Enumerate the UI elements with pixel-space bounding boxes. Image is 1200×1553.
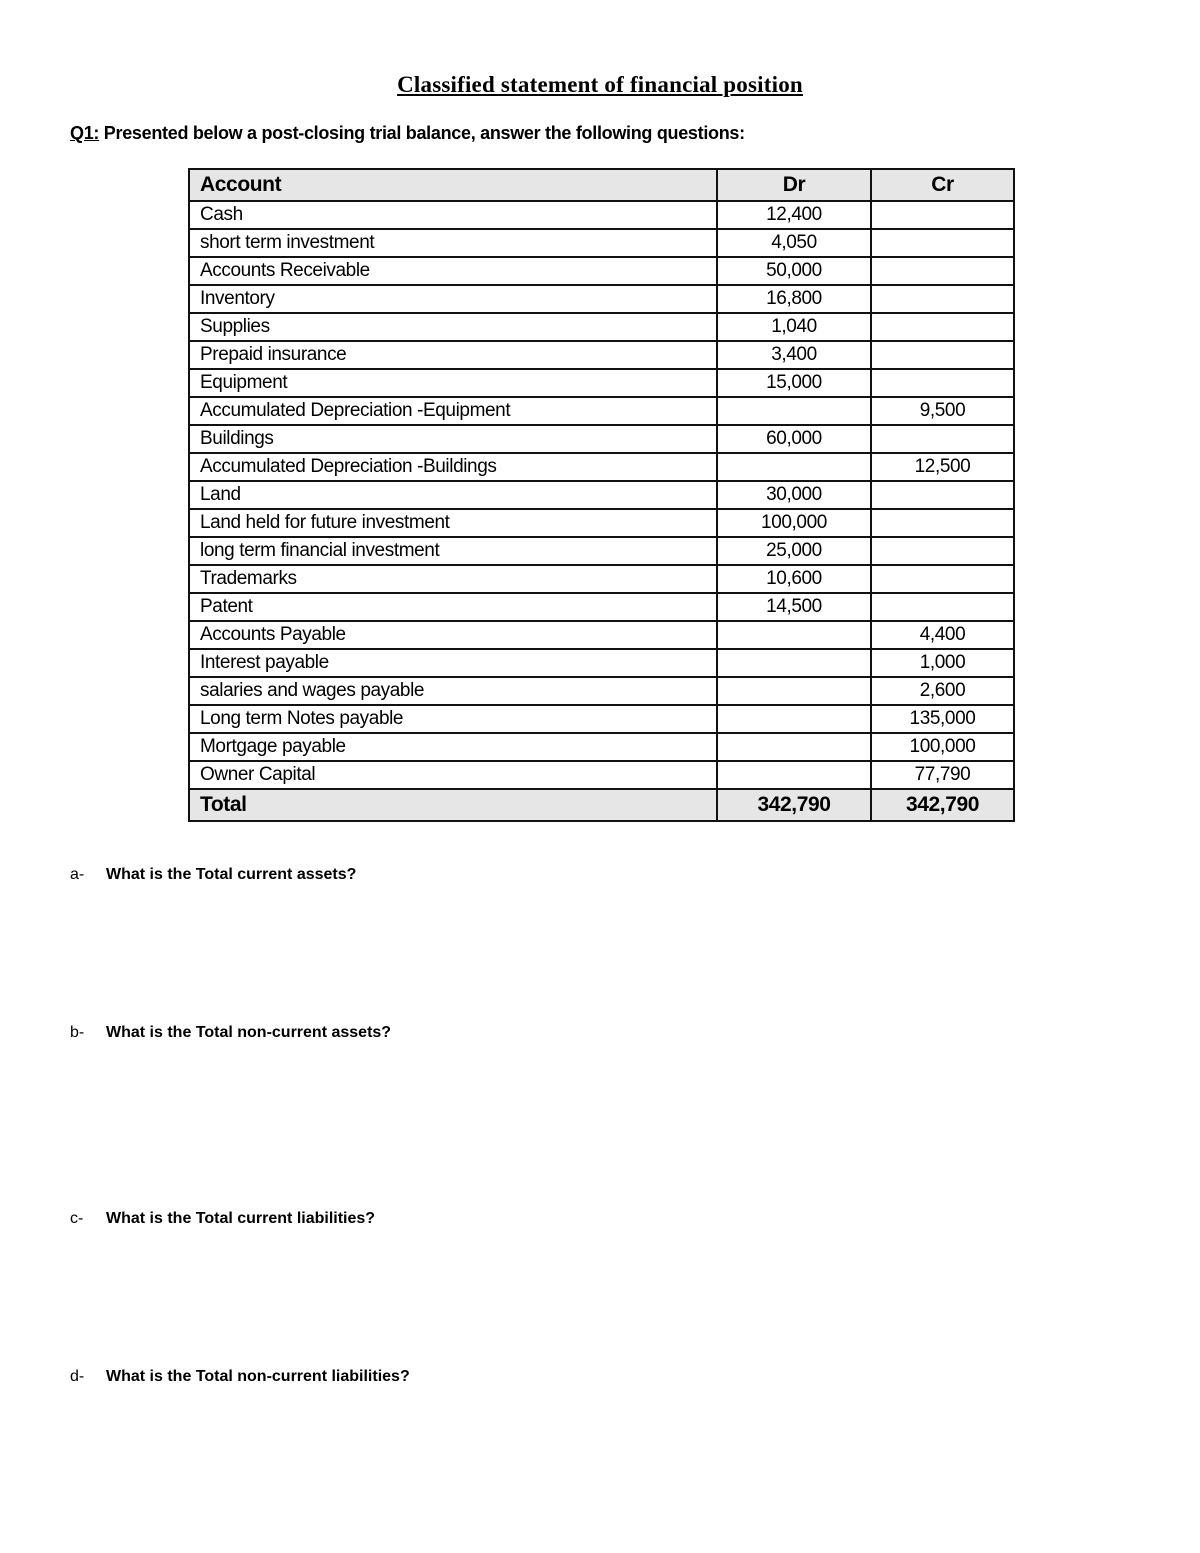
dr-cell: 14,500 bbox=[717, 593, 871, 621]
cr-cell: 135,000 bbox=[871, 705, 1014, 733]
dr-cell bbox=[717, 397, 871, 425]
table-row bbox=[189, 621, 1014, 649]
cr-cell bbox=[871, 593, 1014, 621]
cr-cell bbox=[871, 229, 1014, 257]
account-cell: long term financial investment bbox=[189, 537, 717, 565]
question-b bbox=[70, 1024, 391, 1042]
table-row bbox=[189, 313, 1014, 341]
cr-cell: 77,790 bbox=[871, 761, 1014, 789]
question-intro-text: Presented below a post-closing trial balance, answer the following questions: bbox=[99, 123, 745, 143]
account-cell: Land bbox=[189, 481, 717, 509]
question-letter: d- bbox=[70, 1368, 85, 1385]
header-dr: Dr bbox=[717, 169, 871, 201]
account-cell: Buildings bbox=[189, 425, 717, 453]
question-text: What is the Total current liabilities? bbox=[106, 1210, 376, 1227]
question-a bbox=[70, 866, 356, 884]
table-row bbox=[189, 677, 1014, 705]
account-cell: Accounts Payable bbox=[189, 621, 717, 649]
cr-cell bbox=[871, 285, 1014, 313]
dr-cell bbox=[717, 453, 871, 481]
question-label: Q1: bbox=[70, 123, 100, 143]
table-row bbox=[189, 397, 1014, 425]
table-row bbox=[189, 509, 1014, 537]
table-row bbox=[189, 369, 1014, 397]
question-letter: a- bbox=[70, 866, 85, 883]
account-cell: Accounts Receivable bbox=[189, 257, 717, 285]
dr-cell: 25,000 bbox=[717, 537, 871, 565]
table-header-row bbox=[189, 169, 1014, 201]
question-intro bbox=[70, 123, 745, 144]
question-text: What is the Total current assets? bbox=[106, 866, 357, 883]
dr-cell: 60,000 bbox=[717, 425, 871, 453]
dr-cell: 4,050 bbox=[717, 229, 871, 257]
total-cr: 342,790 bbox=[871, 789, 1014, 821]
cr-cell: 100,000 bbox=[871, 733, 1014, 761]
dr-cell: 10,600 bbox=[717, 565, 871, 593]
question-letter: b- bbox=[70, 1024, 85, 1041]
cr-cell bbox=[871, 537, 1014, 565]
dr-cell bbox=[717, 705, 871, 733]
table-row bbox=[189, 453, 1014, 481]
account-cell: short term investment bbox=[189, 229, 717, 257]
header-cr: Cr bbox=[871, 169, 1014, 201]
cr-cell bbox=[871, 425, 1014, 453]
question-c bbox=[70, 1210, 375, 1228]
table-row bbox=[189, 425, 1014, 453]
cr-cell bbox=[871, 369, 1014, 397]
total-row bbox=[189, 789, 1014, 821]
question-text: What is the Total non-current liabilities? bbox=[106, 1368, 410, 1385]
dr-cell: 100,000 bbox=[717, 509, 871, 537]
table-row bbox=[189, 649, 1014, 677]
cr-cell bbox=[871, 481, 1014, 509]
table-row bbox=[189, 593, 1014, 621]
question-d bbox=[70, 1368, 410, 1386]
dr-cell: 30,000 bbox=[717, 481, 871, 509]
account-cell: Owner Capital bbox=[189, 761, 717, 789]
table-row bbox=[189, 229, 1014, 257]
cr-cell: 2,600 bbox=[871, 677, 1014, 705]
dr-cell bbox=[717, 621, 871, 649]
account-cell: Prepaid insurance bbox=[189, 341, 717, 369]
cr-cell bbox=[871, 257, 1014, 285]
dr-cell: 50,000 bbox=[717, 257, 871, 285]
question-letter: c- bbox=[70, 1210, 84, 1227]
table-row bbox=[189, 537, 1014, 565]
cr-cell bbox=[871, 565, 1014, 593]
dr-cell: 12,400 bbox=[717, 201, 871, 229]
question-text: What is the Total non-current assets? bbox=[106, 1024, 392, 1041]
dr-cell: 3,400 bbox=[717, 341, 871, 369]
account-cell: Land held for future investment bbox=[189, 509, 717, 537]
cr-cell: 4,400 bbox=[871, 621, 1014, 649]
trial-balance-table bbox=[188, 168, 1015, 822]
dr-cell bbox=[717, 733, 871, 761]
header-account: Account bbox=[189, 169, 717, 201]
dr-cell: 16,800 bbox=[717, 285, 871, 313]
account-cell: Patent bbox=[189, 593, 717, 621]
dr-cell: 1,040 bbox=[717, 313, 871, 341]
dr-cell bbox=[717, 761, 871, 789]
account-cell: Accumulated Depreciation -Equipment bbox=[189, 397, 717, 425]
document-title: Classified statement of financial position bbox=[397, 72, 803, 97]
account-cell: Supplies bbox=[189, 313, 717, 341]
account-cell: Inventory bbox=[189, 285, 717, 313]
account-cell: salaries and wages payable bbox=[189, 677, 717, 705]
account-cell: Long term Notes payable bbox=[189, 705, 717, 733]
table-row bbox=[189, 761, 1014, 789]
cr-cell bbox=[871, 341, 1014, 369]
dr-cell: 15,000 bbox=[717, 369, 871, 397]
account-cell: Cash bbox=[189, 201, 717, 229]
table-row bbox=[189, 201, 1014, 229]
table-row bbox=[189, 565, 1014, 593]
total-dr: 342,790 bbox=[717, 789, 871, 821]
dr-cell bbox=[717, 677, 871, 705]
account-cell: Trademarks bbox=[189, 565, 717, 593]
table-row bbox=[189, 257, 1014, 285]
account-cell: Mortgage payable bbox=[189, 733, 717, 761]
table-row bbox=[189, 733, 1014, 761]
total-label: Total bbox=[189, 789, 717, 821]
cr-cell: 1,000 bbox=[871, 649, 1014, 677]
table-row bbox=[189, 285, 1014, 313]
cr-cell bbox=[871, 201, 1014, 229]
table-row bbox=[189, 481, 1014, 509]
cr-cell: 12,500 bbox=[871, 453, 1014, 481]
cr-cell bbox=[871, 509, 1014, 537]
table-row bbox=[189, 705, 1014, 733]
cr-cell: 9,500 bbox=[871, 397, 1014, 425]
table-row bbox=[189, 341, 1014, 369]
account-cell: Equipment bbox=[189, 369, 717, 397]
account-cell: Interest payable bbox=[189, 649, 717, 677]
cr-cell bbox=[871, 313, 1014, 341]
account-cell: Accumulated Depreciation -Buildings bbox=[189, 453, 717, 481]
dr-cell bbox=[717, 649, 871, 677]
